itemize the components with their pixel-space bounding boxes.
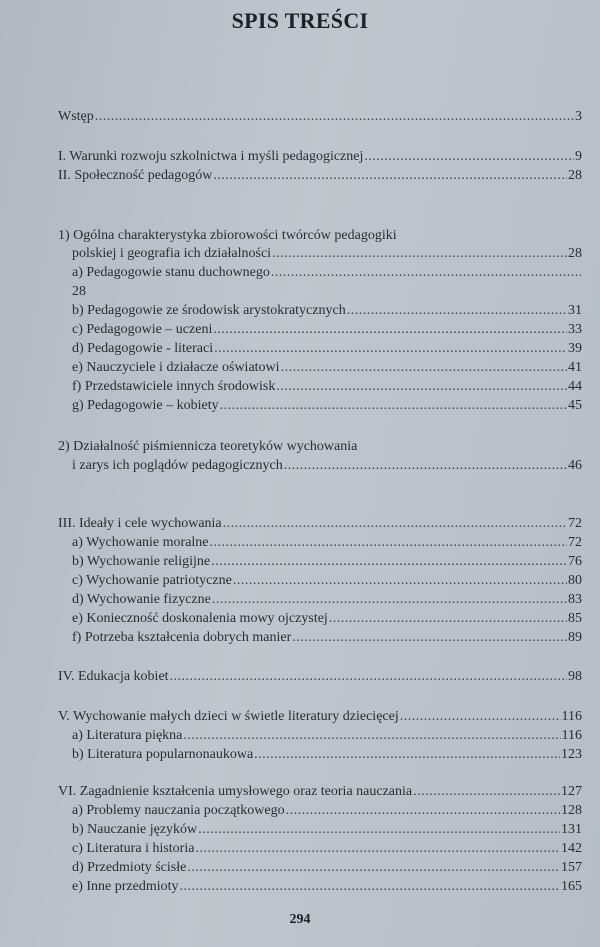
toc-leader-dots — [195, 840, 560, 857]
toc-entry-chapter-3 — [58, 515, 582, 532]
toc-entry-page: 28 — [568, 168, 582, 183]
toc-entry-6a — [72, 802, 582, 819]
toc-entry-page: 116 — [561, 728, 582, 743]
toc-entry-page: 72 — [568, 535, 582, 550]
toc-entry-1c — [72, 321, 582, 338]
toc-leader-dots — [271, 264, 581, 281]
toc-leader-dots — [329, 610, 567, 627]
toc-leader-dots — [187, 859, 560, 876]
toc-entry-page: 89 — [568, 630, 582, 645]
toc-leader-dots — [212, 591, 567, 608]
toc-entry-text: b) Wychowanie religijne — [72, 554, 211, 569]
toc-leader-dots — [223, 515, 567, 532]
toc-entry-text: polskiej i geografia ich działalności — [72, 246, 272, 261]
toc-entry-page: 116 — [561, 709, 582, 724]
toc-leader-dots — [198, 821, 560, 838]
toc-section-2-line-2 — [72, 457, 582, 474]
toc-leader-dots — [95, 108, 574, 125]
toc-entry-page: 80 — [568, 573, 582, 588]
toc-leader-dots — [413, 783, 560, 800]
toc-entry-text: III. Ideały i cele wychowania — [58, 516, 222, 531]
toc-leader-dots — [347, 302, 567, 319]
toc-leader-dots — [292, 629, 567, 646]
toc-section-1-line-1: 1) Ogólna charakterystyka zbiorowości twórców pedagogiki — [58, 228, 397, 243]
toc-entry-page: 83 — [568, 592, 582, 607]
toc-entry-page: 28 — [568, 246, 582, 261]
toc-entry-page: 44 — [568, 379, 582, 394]
toc-entry-1e — [72, 359, 582, 376]
toc-leader-dots — [214, 340, 567, 357]
toc-entry-text: d) Wychowanie fizyczne — [72, 592, 211, 607]
toc-leader-dots — [233, 572, 567, 589]
toc-entry-page: 9 — [575, 149, 582, 164]
toc-entry-page: 98 — [568, 669, 582, 684]
toc-entry-page: 72 — [568, 516, 582, 531]
toc-entry-1a-page: 28 — [72, 284, 86, 299]
toc-entry-text: a) Pedagogowie stanu duchownego — [72, 265, 270, 280]
toc-entry-page: 76 — [568, 554, 582, 569]
toc-entry-1f — [72, 378, 582, 395]
toc-entry-text: b) Nauczanie języków — [72, 822, 198, 837]
toc-entry-text: i zarys ich poglądów pedagogicznych — [72, 458, 283, 473]
toc-entry-text: f) Przedstawiciele innych środowisk — [72, 379, 276, 394]
toc-entry-chapter-2 — [58, 167, 582, 184]
toc-entry-text: b) Pedagogowie ze środowisk arystokratycznych — [72, 303, 346, 318]
toc-entry-text: a) Wychowanie moralne — [72, 535, 209, 550]
toc-entry-page: 142 — [561, 841, 582, 856]
toc-leader-dots — [364, 148, 574, 165]
toc-entry-text: a) Literatura piękna — [72, 728, 183, 743]
toc-entry-6e — [72, 878, 582, 895]
toc-entry-page: 165 — [561, 879, 582, 894]
toc-entry-page: 46 — [568, 458, 582, 473]
toc-entry-1d — [72, 340, 582, 357]
toc-entry-text: d) Przedmioty ścisłe — [72, 860, 187, 875]
toc-entry-text: e) Nauczyciele i działacze oświatowi — [72, 360, 280, 375]
toc-leader-dots — [213, 321, 567, 338]
toc-entry-page: 41 — [568, 360, 582, 375]
toc-entry-1g — [72, 397, 582, 414]
toc-leader-dots — [183, 727, 560, 744]
toc-entry-1b — [72, 302, 582, 319]
toc-entry-text: c) Pedagogowie – uczeni — [72, 322, 213, 337]
toc-entry-wstep — [58, 108, 582, 125]
toc-entry-text: c) Literatura i historia — [72, 841, 195, 856]
toc-entry-6c — [72, 840, 582, 857]
toc-entry-text: Wstęp — [58, 109, 94, 124]
toc-entry-6b — [72, 821, 582, 838]
toc-leader-dots — [213, 167, 567, 184]
toc-entry-chapter-4 — [58, 668, 582, 685]
toc-entry-3d — [72, 591, 582, 608]
toc-entry-page: 33 — [568, 322, 582, 337]
toc-entry-page: 39 — [568, 341, 582, 356]
toc-entry-text: g) Pedagogowie – kobiety — [72, 398, 219, 413]
toc-entry-text: V. Wychowanie małych dzieci w świetle literatury dziecięcej — [58, 709, 399, 724]
toc-entry-text: a) Problemy nauczania początkowego — [72, 803, 285, 818]
toc-entry-3b — [72, 553, 582, 570]
toc-leader-dots — [180, 878, 560, 895]
toc-entry-text: II. Społeczność pedagogów — [58, 168, 213, 183]
toc-entry-text: d) Pedagogowie - literaci — [72, 341, 214, 356]
page-title: SPIS TREŚCI — [231, 8, 369, 33]
toc-entry-3a — [72, 534, 582, 551]
toc-entry-text: e) Inne przedmioty — [72, 879, 179, 894]
toc-section-1-line-2 — [72, 245, 582, 262]
toc-leader-dots — [272, 245, 567, 262]
toc-entry-chapter-6 — [58, 783, 582, 800]
toc-entry-3f — [72, 629, 582, 646]
toc-entry-page: 45 — [568, 398, 582, 413]
toc-entry-text: VI. Zagadnienie kształcenia umysłowego oraz teoria nauczania — [58, 784, 413, 799]
toc-entry-text: e) Konieczność doskonalenia mowy ojczystej — [72, 611, 328, 626]
toc-section-2-line-1: 2) Działalność piśmiennicza teoretyków wychowania — [58, 439, 358, 454]
toc-entry-chapter-1 — [58, 148, 582, 165]
toc-entry-text: I. Warunki rozwoju szkolnictwa i myśli pedagogicznej — [58, 149, 364, 164]
toc-entry-5a — [72, 727, 582, 744]
toc-leader-dots — [210, 534, 567, 551]
toc-leader-dots — [254, 746, 560, 763]
toc-entry-page: 85 — [568, 611, 582, 626]
toc-entry-page: 127 — [561, 784, 582, 799]
toc-entry-page: 131 — [561, 822, 582, 837]
toc-entry-page: 157 — [561, 860, 582, 875]
toc-entry-text: IV. Edukacja kobiet — [58, 669, 169, 684]
toc-entry-6d — [72, 859, 582, 876]
toc-entry-5b — [72, 746, 582, 763]
toc-entry-page: 31 — [568, 303, 582, 318]
toc-leader-dots — [281, 359, 567, 376]
toc-leader-dots — [170, 668, 567, 685]
toc-entry-text: f) Potrzeba kształcenia dobrych manier — [72, 630, 292, 645]
toc-entry-page: 3 — [575, 109, 582, 124]
page-number: 294 — [289, 912, 311, 927]
toc-entry-1a — [72, 264, 582, 281]
toc-leader-dots — [286, 802, 560, 819]
toc-entry-text: c) Wychowanie patriotyczne — [72, 573, 232, 588]
toc-entry-page: 128 — [561, 803, 582, 818]
toc-entry-page: 123 — [561, 747, 582, 762]
toc-leader-dots — [211, 553, 567, 570]
toc-leader-dots — [284, 457, 567, 474]
toc-entry-3c — [72, 572, 582, 589]
toc-leader-dots — [276, 378, 567, 395]
toc-leader-dots — [220, 397, 567, 414]
toc-leader-dots — [400, 708, 561, 725]
toc-entry-3e — [72, 610, 582, 627]
toc-entry-text: b) Literatura popularnonaukowa — [72, 747, 254, 762]
toc-entry-chapter-5 — [58, 708, 582, 725]
